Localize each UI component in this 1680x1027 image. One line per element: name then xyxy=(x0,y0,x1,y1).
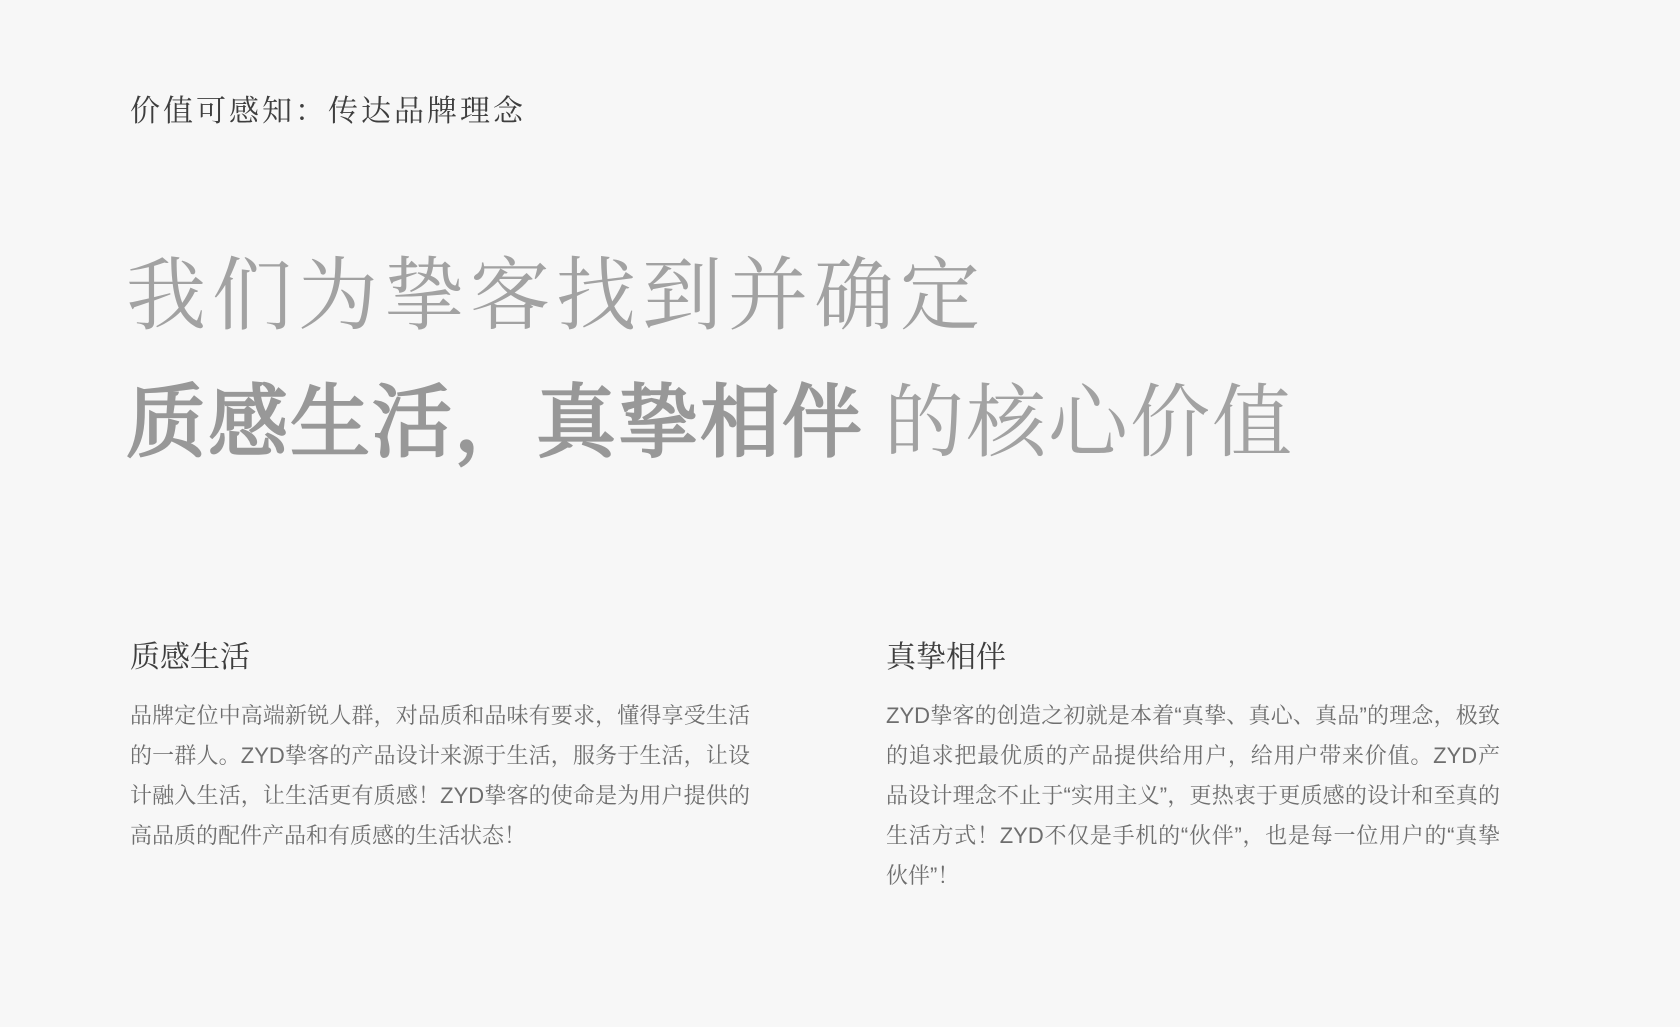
column-title-quality-life: 质感生活 xyxy=(130,641,250,674)
slide-kicker: 价值可感知：传达品牌理念 xyxy=(130,95,526,128)
headline-emphasis: 质感生活，真挚相伴 xyxy=(126,378,864,467)
column-title-sincere-companion: 真挚相伴 xyxy=(886,641,1006,674)
column-sincere-companion xyxy=(886,640,1500,896)
headline xyxy=(126,251,1294,467)
value-columns xyxy=(130,640,1500,896)
headline-line-2 xyxy=(126,378,1294,467)
column-body-sincere-companion: ZYD挚客的创造之初就是本着“真挚、真心、真品”的理念，极致的追求把最优质的产品提供给用户，给用户带来价值。ZYD产品设计理念不止于“实用主义”，更热衷于更质感的设计和至真的生活方式！ZYD不仅是手机的“伙伴”，也是每一位用户的“真挚伙伴”！ xyxy=(886,703,1500,888)
column-quality-life xyxy=(130,640,750,896)
headline-rest: 的核心价值 xyxy=(884,378,1294,467)
headline-line-1: 我们为挚客找到并确定 xyxy=(126,251,986,340)
column-body-quality-life: 品牌定位中高端新锐人群，对品质和品味有要求，懂得享受生活的一群人。ZYD挚客的产品设计来源于生活，服务于生活，让设计融入生活，让生活更有质感！ZYD挚客的使命是为用户提供的高品质的配件产品和有质感的生活状态！ xyxy=(130,703,750,848)
